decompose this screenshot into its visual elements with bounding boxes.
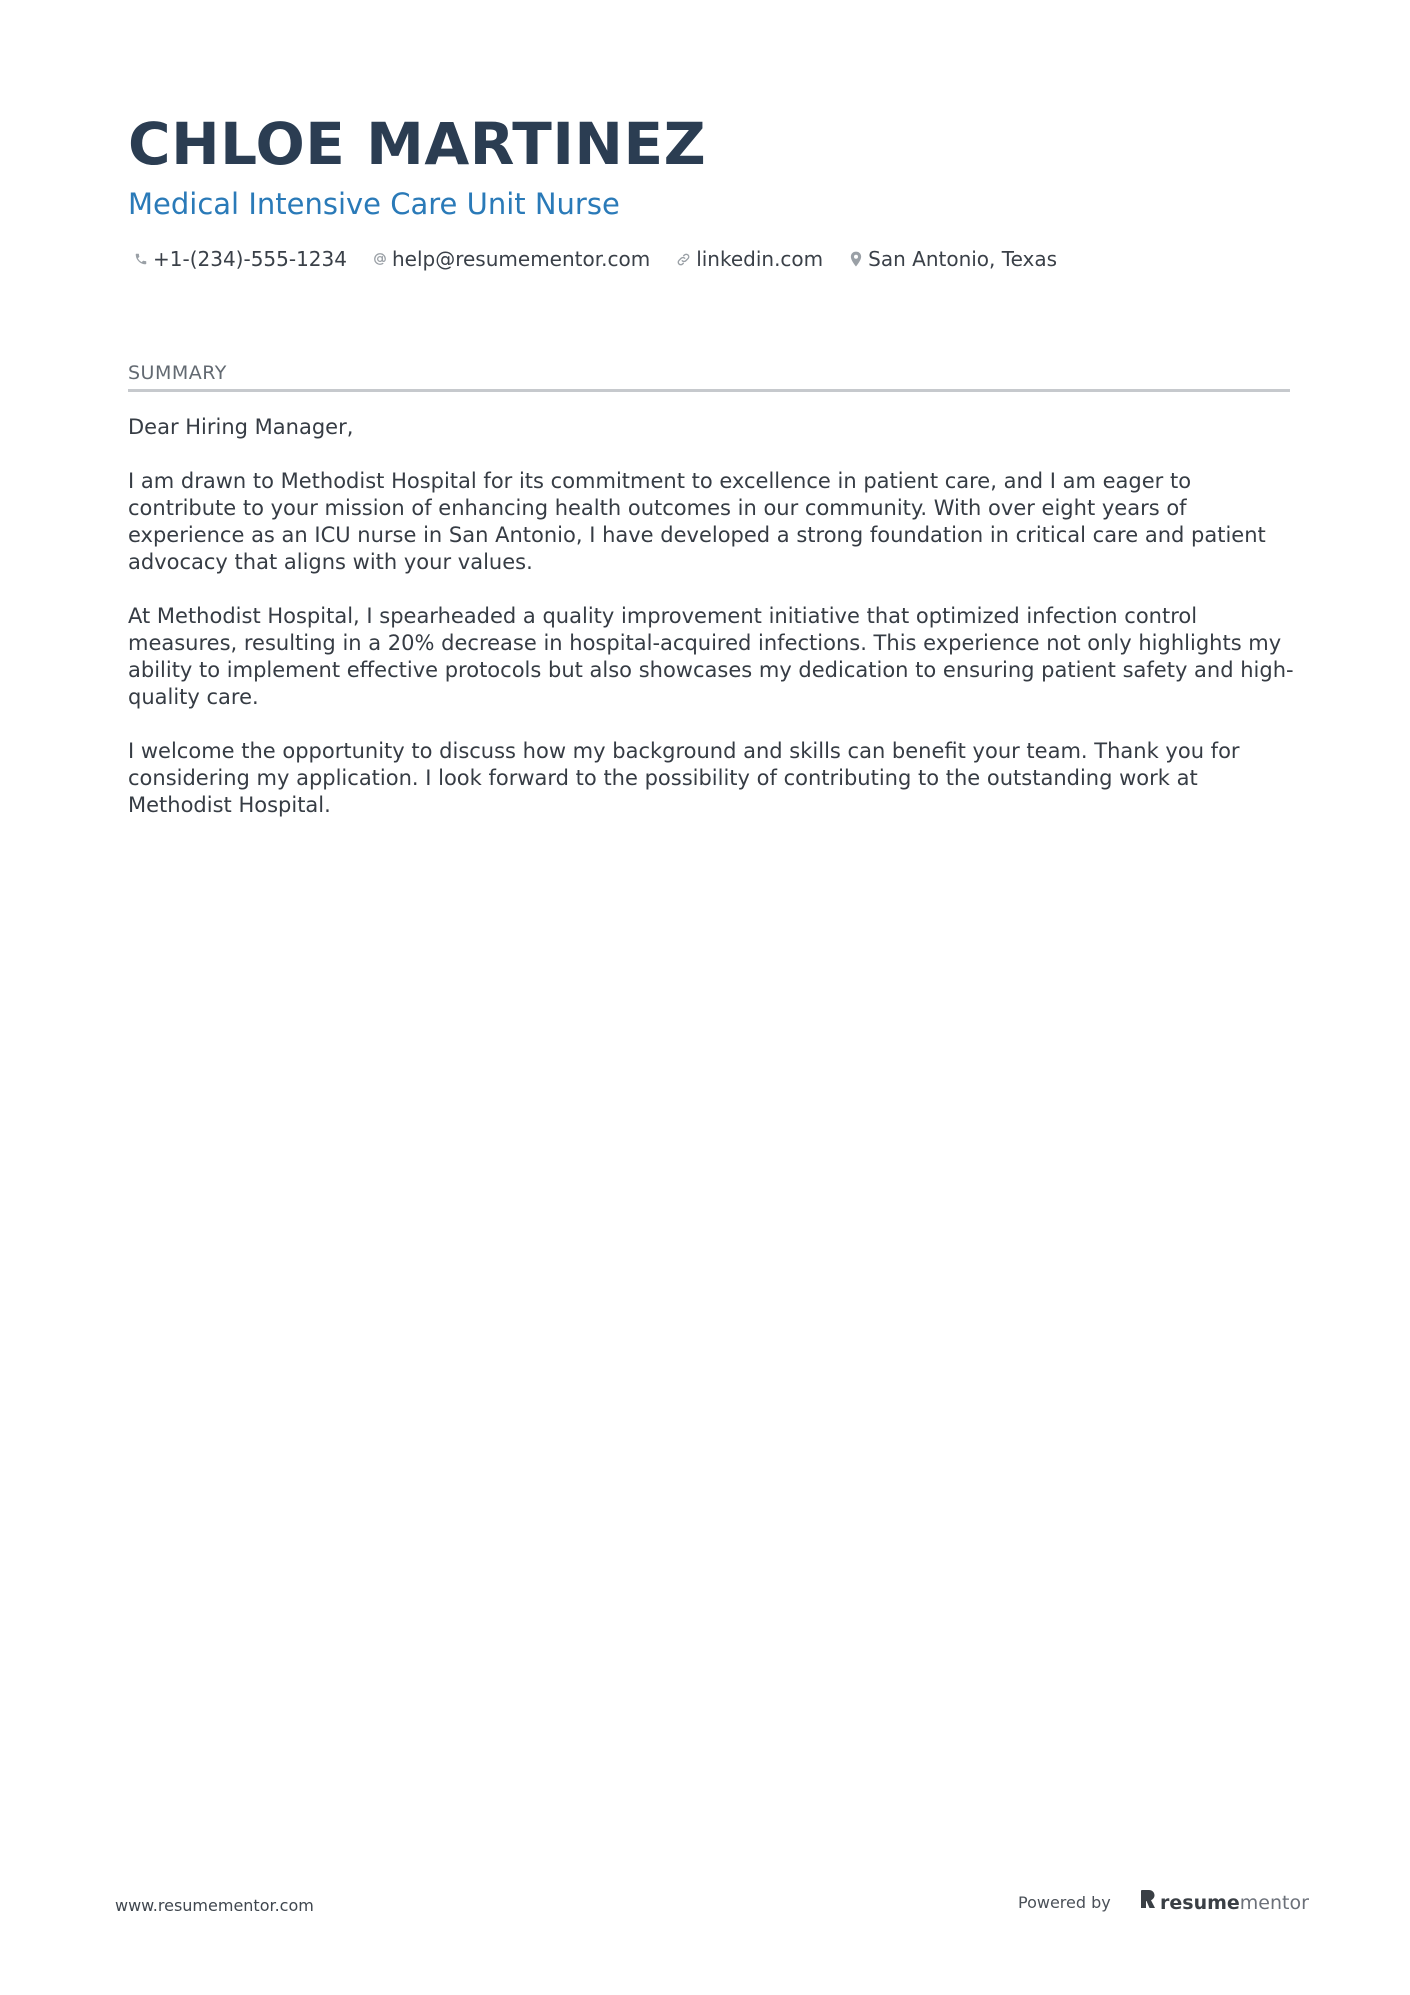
linkedin-link[interactable]: linkedin.com	[696, 247, 824, 271]
phone-icon	[134, 252, 148, 266]
body-paragraph: I welcome the opportunity to discuss how my background and skills can benefit your team. Thank you for considering my application. I look forward to the possibility of contributing to the outstanding work at Methodist Hospital.	[128, 739, 1240, 817]
location-pin-icon	[849, 251, 863, 267]
powered-by-label: Powered by	[1018, 1893, 1111, 1912]
salutation: Dear Hiring Manager,	[128, 415, 354, 439]
letter-body	[128, 414, 1298, 846]
phone-number[interactable]: +1-(234)-555-1234	[153, 247, 347, 271]
contact-email	[373, 244, 650, 274]
location-text: San Antonio, Texas	[868, 247, 1058, 271]
candidate-name: CHLOE MARTINEZ	[128, 110, 707, 178]
contact-phone	[134, 244, 347, 274]
contact-location	[849, 244, 1057, 274]
email-address[interactable]: help@resumementor.com	[391, 247, 651, 271]
link-icon	[676, 252, 691, 267]
brand-mark-icon	[1140, 1889, 1156, 1916]
contact-linkedin	[676, 244, 823, 274]
job-title: Medical Intensive Care Unit Nurse	[128, 187, 620, 221]
summary-heading: SUMMARY	[128, 362, 227, 384]
at-icon	[373, 252, 387, 266]
brand-name-bold: resume	[1160, 1891, 1240, 1914]
contact-bar	[134, 244, 1057, 274]
summary-section-header	[128, 360, 1290, 392]
brand-name-light: mentor	[1239, 1891, 1309, 1914]
footer-website-link[interactable]: www.resumementor.com	[115, 1896, 314, 1915]
resumementor-logo[interactable]	[1140, 1889, 1309, 1916]
body-paragraph: At Methodist Hospital, I spearheaded a quality improvement initiative that optimized infection control measures, resulting in a 20% decrease in hospital-acquired infections. This experience not only highlights my ability to implement effective protocols but also showcases my dedication to ensuring patient safety and high-quality care.	[128, 604, 1294, 709]
body-paragraph: I am drawn to Methodist Hospital for its commitment to excellence in patient care, and I am eager to contribute to your mission of enhancing health outcomes in our community. With over eight years of experience as an ICU nurse in San Antonio, I have developed a strong foundation in critical care and patient advocacy that aligns with your values.	[128, 469, 1266, 574]
